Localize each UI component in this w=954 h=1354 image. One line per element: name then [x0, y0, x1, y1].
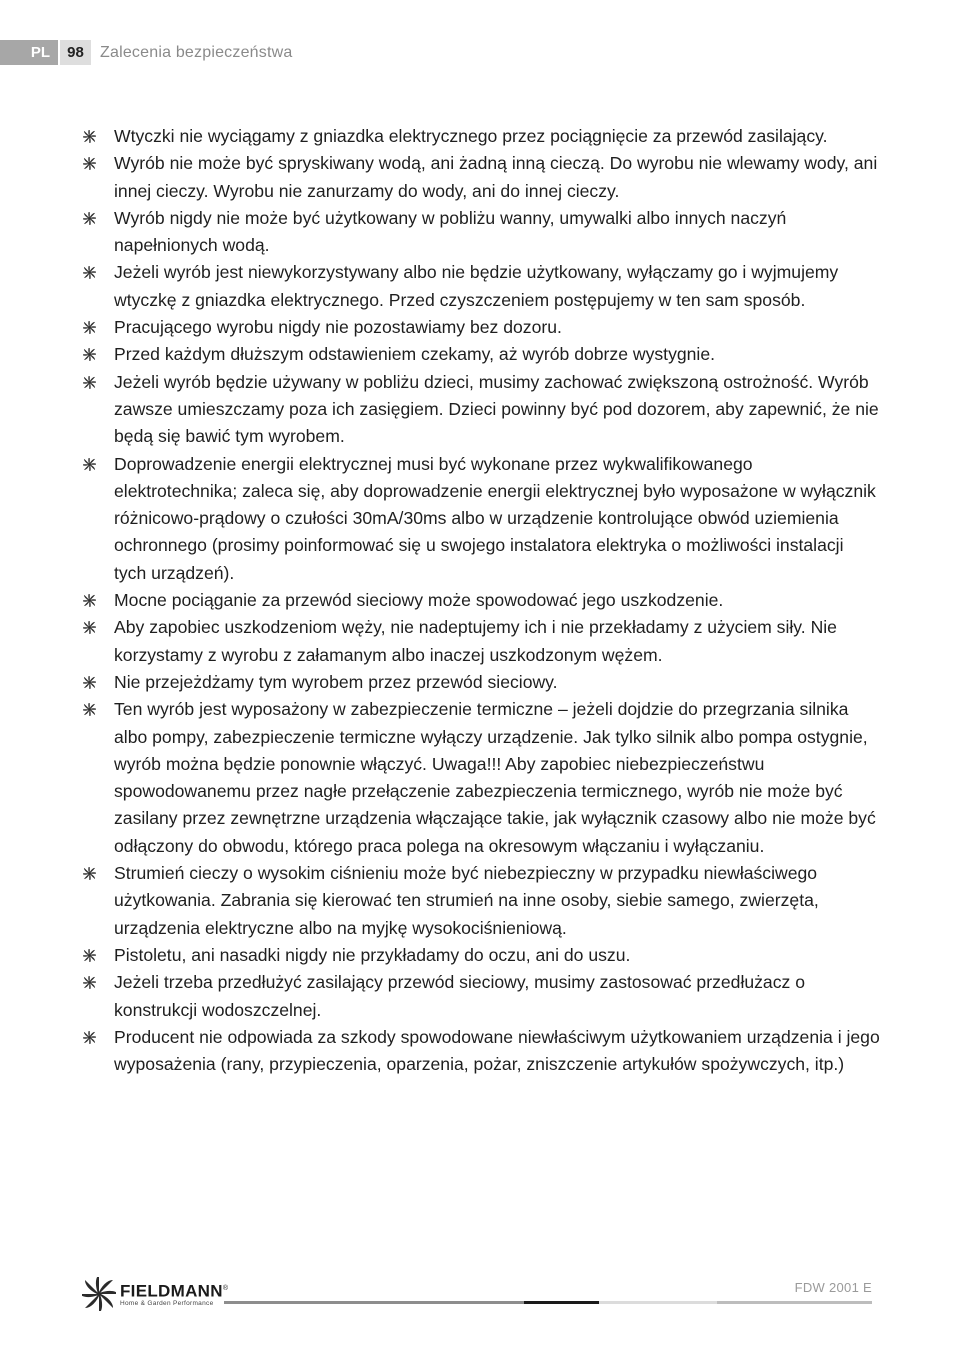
bullet-icon [83, 376, 96, 389]
bullet-list [80, 123, 880, 1078]
bullet-icon [83, 458, 96, 471]
list-item-text: Jeżeli wyrób będzie używany w pobliżu dzieci, musimy zachować zwiększoną ostrożność. Wyrób zawsze umieszczamy poza ich zasięgiem. Dzieci powinny być pod dozorem, aby zapewnić, że nie będą się bawić tym wyrobem. [114, 371, 879, 447]
safety-instructions [80, 123, 880, 1078]
bullet-icon [83, 348, 96, 361]
language-badge: PL [0, 40, 58, 65]
list-item [80, 614, 880, 669]
list-item-text: Doprowadzenie energii elektrycznej musi być wykonane przez wykwalifikowanego elektrotechnika; zaleca się, aby doprowadzenie energii elektrycznej było wyposażone w wyłącznik różnicowo-prądowy o czułości 30mA/30ms albo w urządzenie kontrolujące obwód uziemienia ochronnego (prosimy poinformować się u swojego instalatora elektryka o możliwości instalacji tych urządzeń). [114, 453, 876, 583]
page-number: 98 [60, 40, 91, 65]
list-item [80, 341, 880, 368]
list-item [80, 314, 880, 341]
list-item [80, 369, 880, 451]
fan-leaf-icon [82, 1277, 116, 1311]
list-item-text: Aby zapobiec uszkodzeniom węży, nie nadeptujemy ich i nie przekładamy z użyciem siły. Nie korzystamy z wyrobu z załamanym albo inaczej uszkodzonym wężem. [114, 617, 837, 665]
list-item-text: Ten wyrób jest wyposażony w zabezpieczenie termiczne – jeżeli dojdzie do przegrzania silnika albo pompy, zabezpieczenie termiczne wyłączy urządzenie. Jak tylko silnik albo pompa ostygnie, wyrób można będzie ponownie włączyć. Uwaga!!! Aby zapobiec niebezpieczeństwu spowodowanemu przez nagłe przełączenie zabezpieczenia termicznego, wyrób nie może być zasilany przez zewnętrzne urządzenia włączające takie, jak wyłącznik czasowy albo nie może być odłączony do obwodu, którego praca polega na okresowym włączaniu i wyłączaniu. [114, 699, 876, 856]
list-item-text: Jeżeli wyrób jest niewykorzystywany albo nie będzie użytkowany, wyłączamy go i wyjmujemy wtyczkę z gniazdka elektrycznego. Przed czyszczeniem postępujemy w ten sam sposób. [114, 262, 839, 310]
bullet-icon [83, 867, 96, 880]
section-title: Zalecenia bezpieczeństwa [100, 43, 293, 61]
list-item-text: Pracującego wyrobu nigdy nie pozostawiamy bez dozoru. [114, 317, 562, 338]
list-item [80, 123, 880, 150]
bullet-icon [83, 676, 96, 689]
list-item-text: Mocne pociąganie za przewód sieciowy może spowodować jego uszkodzenie. [114, 590, 724, 611]
bullet-icon [83, 266, 96, 279]
list-item [80, 259, 880, 314]
bullet-icon [83, 949, 96, 962]
list-item [80, 451, 880, 587]
list-item-text: Pistoletu, ani nasadki nigdy nie przykładamy do oczu, ani do uszu. [114, 944, 631, 965]
list-item [80, 669, 880, 696]
bullet-icon [83, 621, 96, 634]
list-item-text: Jeżeli trzeba przedłużyć zasilający przewód sieciowy, musimy zastosować przedłużacz o konstrukcji wodoszczelnej. [114, 972, 805, 1020]
list-item-text: Wyrób nie może być spryskiwany wodą, ani żadną inną cieczą. Do wyrobu nie wlewamy wody, ani innej cieczy. Wyrobu nie zanurzamy do wody, ani do innej cieczy. [114, 153, 878, 201]
list-item [80, 1024, 880, 1079]
list-item-text: Wtyczki nie wyciągamy z gniazdka elektrycznego przez pociągnięcie za przewód zasilający. [114, 126, 828, 146]
brand-logo [82, 1277, 228, 1311]
bullet-icon [83, 157, 96, 170]
bullet-icon [83, 321, 96, 334]
bullet-icon [83, 212, 96, 225]
list-item [80, 860, 880, 942]
list-item-text: Nie przejeżdżamy tym wyrobem przez przewód sieciowy. [114, 671, 558, 692]
list-item-text: Producent nie odpowiada za szkody spowodowane niewłaściwym użytkowaniem urządzenia i jego wyposażenia (rany, przypieczenia, oparzenia, pożar, zniszczenie artykułów spożywczych, itp.) [114, 1026, 880, 1075]
list-item [80, 696, 880, 860]
list-item [80, 587, 880, 614]
list-item [80, 969, 880, 1024]
list-item [80, 205, 880, 260]
bullet-icon [83, 594, 96, 607]
list-item-text: Strumień cieczy o wysokim ciśnieniu może być niebezpieczny w przypadku niewłaściwego użytkowania. Zabrania się kierować ten strumień na inne osoby, siebie samego, zwierzęta, urządzenia elektryczne albo na myjkę wysokociśnieniową. [114, 863, 819, 938]
bullet-icon [83, 703, 96, 716]
list-item [80, 150, 880, 205]
brand-tagline: Home & Garden Performance [120, 1300, 214, 1308]
bullet-icon [83, 1031, 96, 1044]
list-item-text: Przed każdym dłuższym odstawieniem czekamy, aż wyrób dobrze wystygnie. [114, 344, 716, 365]
page-header [0, 40, 292, 65]
bullet-icon [83, 130, 96, 143]
list-item-text: Wyrób nigdy nie może być użytkowany w pobliżu wanny, umywalki albo innych naczyń napełnionych wodą. [114, 207, 787, 256]
model-number: FDW 2001 E [794, 1280, 872, 1295]
brand-name: FIELDMANN® [120, 1281, 229, 1301]
list-item [80, 942, 880, 969]
bullet-icon [83, 976, 96, 989]
footer-divider [224, 1301, 872, 1304]
